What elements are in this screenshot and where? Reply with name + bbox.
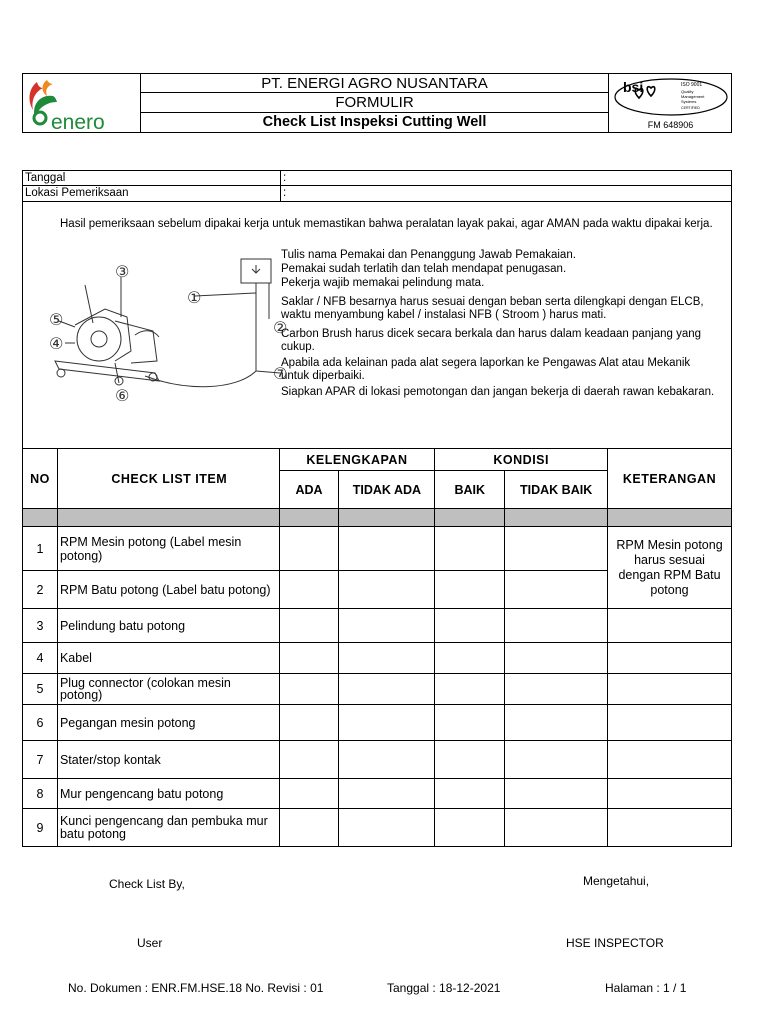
row-item: Kabel (57, 643, 279, 674)
header-no: NO (23, 449, 58, 509)
form-label: FORMULIR (141, 93, 608, 112)
note-item: Tulis nama Pemakai dan Penanggung Jawab Pemakaian. (281, 249, 576, 261)
baik-cell[interactable] (435, 779, 505, 809)
svg-text:②: ② (273, 318, 288, 337)
tidak-baik-cell[interactable] (505, 527, 608, 571)
keterangan-cell[interactable] (608, 609, 732, 643)
acknowledged-label: Mengetahui, (583, 874, 650, 888)
note-item: Saklar / NFB besarnya harus sesuai dengan beban serta dilengkapi dengan ELCB, waktu menyambung kabel / instalasi NFB ( Stroom ) harus mati. (281, 296, 704, 321)
checklist-table (22, 448, 732, 847)
row-item: Stater/stop kontak (57, 741, 279, 779)
keterangan-cell[interactable] (608, 643, 732, 674)
form-title: Check List Inspeksi Cutting Well (262, 113, 487, 130)
cutting-machine-diagram-icon (35, 251, 303, 411)
inspection-info (22, 170, 732, 202)
intro-text: Hasil pemeriksaan sebelum dipakai kerja untuk memastikan bahwa peralatan layak pakai, agar AMAN pada waktu dipakai kerja. (60, 218, 713, 230)
row-number: 6 (23, 705, 58, 741)
svg-text:Management: Management (681, 94, 705, 99)
note-item: Siapkan APAR di lokasi pemotongan dan jangan bekerja di daerah rawan kebakaran. (281, 386, 715, 398)
tidak-ada-cell[interactable] (339, 741, 435, 779)
certification-block (608, 74, 732, 132)
tidak-ada-cell[interactable] (339, 609, 435, 643)
safety-notes-list (281, 249, 721, 402)
ada-cell[interactable] (279, 609, 339, 643)
location-field[interactable]: : (280, 186, 286, 201)
ada-cell[interactable] (279, 527, 339, 571)
tidak-baik-cell[interactable] (505, 779, 608, 809)
user-signature-label: User (137, 936, 163, 950)
row-item: Pelindung batu potong (57, 609, 279, 643)
tidak-baik-cell[interactable] (505, 643, 608, 674)
tidak-ada-cell[interactable] (339, 809, 435, 847)
note-item: Pemakai sudah terlatih dan telah mendapat penugasan. (281, 263, 567, 275)
section-divider-row (23, 509, 732, 527)
tidak-ada-cell[interactable] (339, 779, 435, 809)
date-field[interactable]: : (280, 171, 286, 185)
svg-text:⑥: ⑥ (115, 386, 130, 405)
tidak-ada-cell[interactable] (339, 527, 435, 571)
row-number: 1 (23, 527, 58, 571)
tidak-ada-cell[interactable] (339, 571, 435, 609)
baik-cell[interactable] (435, 609, 505, 643)
date-label: Tanggal (25, 172, 66, 184)
table-row (23, 674, 732, 705)
row-item: RPM Batu potong (Label batu potong) (57, 571, 279, 609)
ada-cell[interactable] (279, 571, 339, 609)
note-item: Apabila ada kelainan pada alat segera laporkan ke Pengawas Alat atau Mekanik untuk diperbaiki. (281, 357, 691, 382)
baik-cell[interactable] (435, 705, 505, 741)
ada-cell[interactable] (279, 779, 339, 809)
document-header (22, 73, 732, 133)
header-ada: ADA (279, 471, 339, 509)
svg-text:CERTIFIED: CERTIFIED (681, 106, 700, 110)
row-item: Pegangan mesin potong (57, 705, 279, 741)
inspection-notes (22, 201, 732, 449)
tidak-baik-cell[interactable] (505, 571, 608, 609)
keterangan-cell[interactable] (608, 705, 732, 741)
keterangan-cell[interactable] (608, 741, 732, 779)
row-number: 5 (23, 674, 58, 705)
table-row (23, 609, 732, 643)
baik-cell[interactable] (435, 741, 505, 779)
document-date: Tanggal : 18-12-2021 (387, 981, 501, 995)
tidak-baik-cell[interactable] (505, 705, 608, 741)
company-logo (23, 74, 141, 132)
ada-cell[interactable] (279, 643, 339, 674)
row-number: 2 (23, 571, 58, 609)
header-tidak-ada: TIDAK ADA (339, 471, 435, 509)
table-row (23, 809, 732, 847)
baik-cell[interactable] (435, 643, 505, 674)
company-name: PT. ENERGI AGRO NUSANTARA (141, 74, 608, 93)
header-keterangan: KETERANGAN (608, 449, 732, 509)
svg-text:⑦: ⑦ (273, 364, 288, 383)
baik-cell[interactable] (435, 527, 505, 571)
location-row (23, 186, 731, 201)
tidak-ada-cell[interactable] (339, 643, 435, 674)
header-kelengkapan: KELENGKAPAN (279, 449, 435, 471)
svg-text:ISO 9001: ISO 9001 (681, 82, 703, 88)
svg-text:bsi: bsi (623, 79, 644, 95)
row-item: RPM Mesin potong (Label mesin potong) (57, 527, 279, 571)
checked-by-label: Check List By, (109, 877, 185, 891)
header-item: CHECK LIST ITEM (57, 449, 279, 509)
tidak-baik-cell[interactable] (505, 674, 608, 705)
keterangan-cell: RPM Mesin potong harus sesuai dengan RPM Batu potong (608, 527, 732, 609)
baik-cell[interactable] (435, 674, 505, 705)
tidak-ada-cell[interactable] (339, 674, 435, 705)
header-baik: BAIK (435, 471, 505, 509)
date-row (23, 171, 731, 186)
row-item: Mur pengencang batu potong (57, 779, 279, 809)
inspector-signature-label: HSE INSPECTOR (566, 936, 664, 950)
table-row (23, 705, 732, 741)
ada-cell[interactable] (279, 741, 339, 779)
ada-cell[interactable] (279, 674, 339, 705)
page-number: Halaman : 1 / 1 (605, 981, 687, 995)
table-row (23, 741, 732, 779)
svg-text:①: ① (187, 288, 202, 307)
row-number: 9 (23, 809, 58, 847)
tidak-baik-cell[interactable] (505, 809, 608, 847)
svg-text:Systems: Systems (681, 99, 697, 104)
enero-logo-icon (23, 74, 141, 132)
table-header-row (23, 449, 732, 471)
table-row (23, 527, 732, 571)
tidak-baik-cell[interactable] (505, 741, 608, 779)
note-item: Pekerja wajib memakai pelindung mata. (281, 277, 485, 289)
certificate-number: FM 648906 (647, 120, 694, 130)
svg-text:③: ③ (115, 262, 130, 281)
row-number: 4 (23, 643, 58, 674)
row-item: Kunci pengencang dan pembuka mur batu potong (57, 809, 279, 847)
keterangan-cell[interactable] (608, 809, 732, 847)
svg-text:Quality: Quality (681, 89, 694, 94)
note-item: Carbon Brush harus dicek secara berkala dan harus dalam keadaan panjang yang cukup. (281, 328, 702, 353)
row-number: 3 (23, 609, 58, 643)
svg-text:④: ④ (49, 334, 64, 353)
ada-cell[interactable] (279, 809, 339, 847)
row-number: 8 (23, 779, 58, 809)
baik-cell[interactable] (435, 571, 505, 609)
keterangan-cell[interactable] (608, 674, 732, 705)
svg-text:⑤: ⑤ (49, 310, 64, 329)
row-number: 7 (23, 741, 58, 779)
svg-text:enero: enero (51, 111, 105, 132)
location-label: Lokasi Pemeriksaan (25, 187, 129, 199)
keterangan-cell[interactable] (608, 779, 732, 809)
tidak-baik-cell[interactable] (505, 609, 608, 643)
baik-cell[interactable] (435, 809, 505, 847)
tidak-ada-cell[interactable] (339, 705, 435, 741)
document-number: No. Dokumen : ENR.FM.HSE.18 No. Revisi : 01 (68, 981, 324, 995)
bsi-certification-icon (609, 74, 733, 120)
table-row (23, 779, 732, 809)
row-item: Plug connector (colokan mesin potong) (57, 674, 279, 705)
ada-cell[interactable] (279, 705, 339, 741)
header-tidak-baik: TIDAK BAIK (505, 471, 608, 509)
table-row (23, 643, 732, 674)
header-kondisi: KONDISI (435, 449, 608, 471)
title-block (141, 74, 608, 132)
